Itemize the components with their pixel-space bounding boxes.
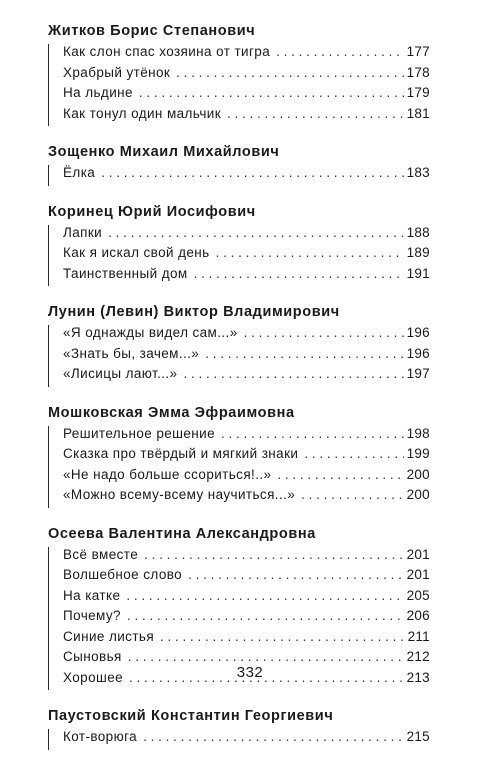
entry-page-number: 205 — [406, 587, 430, 603]
toc-entry — [63, 85, 430, 106]
entry-page-number: 177 — [406, 44, 430, 59]
toc-entry — [63, 426, 430, 447]
dot-leader — [176, 65, 403, 80]
entry-page-number: 211 — [407, 628, 430, 644]
entry-page-number: 196 — [406, 345, 430, 361]
entry-title: Как слон спас хозяина от тигра — [63, 44, 271, 59]
entry-page-number: 200 — [406, 466, 430, 482]
entry-title: «Не надо больше ссориться!..» — [63, 466, 272, 482]
dot-leader — [188, 567, 404, 582]
dot-leader — [301, 487, 403, 502]
dot-leader — [205, 346, 403, 361]
entry-page-number: 201 — [406, 567, 430, 582]
toc-entry — [63, 608, 430, 629]
dot-leader — [160, 629, 405, 644]
toc-entry — [63, 729, 430, 750]
entry-page-number: 206 — [406, 608, 430, 623]
toc-entry — [63, 487, 430, 508]
entry-list — [48, 325, 430, 387]
entry-list — [48, 44, 430, 126]
toc-entry — [63, 366, 430, 387]
entry-page-number: 199 — [406, 446, 430, 461]
entry-list — [48, 165, 430, 186]
entry-title: Волшебное слово — [63, 567, 183, 582]
entry-title: Почему? — [63, 608, 121, 623]
dot-leader — [144, 547, 403, 562]
author-section — [48, 303, 430, 387]
dot-leader — [101, 165, 403, 180]
entry-page-number: 212 — [406, 649, 430, 664]
dot-leader — [143, 729, 404, 744]
entry-title: Решительное решение — [63, 425, 215, 441]
toc-entry — [63, 106, 430, 127]
entry-title: На льдине — [63, 85, 133, 100]
author-name: Паустовский Константин Георгиевич — [48, 708, 334, 724]
author-section — [48, 707, 430, 750]
entry-page-number: 200 — [406, 487, 430, 502]
toc-entry — [63, 346, 430, 367]
dot-leader — [183, 366, 403, 381]
entry-page-number: 183 — [406, 165, 430, 180]
dot-leader — [108, 225, 403, 240]
page-number: 332 — [236, 664, 264, 681]
entry-title: Ёлка — [63, 165, 96, 180]
dot-leader — [227, 106, 404, 121]
author-section — [48, 203, 430, 287]
author-name: Осеева Валентина Александровна — [48, 525, 316, 542]
author-section — [48, 404, 430, 508]
dot-leader — [276, 44, 403, 59]
dot-leader — [139, 85, 404, 100]
toc-entry — [63, 65, 430, 86]
entry-title: Всё вместе — [63, 546, 139, 562]
entry-list — [48, 426, 430, 508]
toc-entry — [63, 266, 430, 287]
toc-entry — [63, 446, 430, 467]
toc-entry — [63, 467, 430, 488]
entry-list — [48, 225, 430, 287]
entry-page-number: 197 — [406, 366, 430, 381]
dot-leader — [304, 446, 403, 461]
toc-entry — [63, 629, 430, 650]
author-section — [48, 22, 430, 126]
entry-title: На катке — [63, 587, 121, 603]
toc-entry — [63, 225, 430, 246]
dot-leader — [194, 266, 404, 281]
entry-page-number: 201 — [406, 546, 430, 562]
toc-entry — [63, 165, 430, 186]
entry-page-number: 191 — [406, 265, 430, 281]
entry-page-number: 196 — [406, 325, 430, 340]
entry-title: Синие листья — [63, 628, 155, 644]
dot-leader — [126, 588, 403, 603]
entry-title: «Знать бы, зачем...» — [63, 345, 200, 361]
toc-entry — [63, 567, 430, 588]
entry-page-number: 188 — [406, 224, 430, 240]
entry-title: Хорошее — [63, 669, 124, 685]
author-name: Житков Борис Степанович — [48, 23, 256, 39]
dot-leader — [277, 467, 403, 482]
entry-title: Лапки — [63, 224, 103, 240]
dot-leader — [128, 649, 404, 664]
toc-entry — [63, 325, 430, 346]
entry-title: Как я искал свой день — [63, 245, 210, 260]
dot-leader — [216, 245, 404, 260]
entry-title: Сказка про твёрдый и мягкий знаки — [63, 446, 299, 461]
author-section — [48, 143, 430, 186]
author-name: Мошковская Эмма Эфраимовна — [48, 404, 295, 421]
entry-title: Сыновья — [63, 649, 122, 664]
toc-entry — [63, 547, 430, 568]
entry-title: Храбрый утёнок — [63, 64, 171, 80]
entry-page-number: 178 — [406, 64, 430, 80]
dot-leader — [244, 325, 404, 340]
entry-page-number: 189 — [406, 245, 430, 260]
entry-title: «Лисицы лают...» — [63, 366, 178, 381]
entry-title: Кот-ворюга — [63, 729, 138, 744]
toc-entry — [63, 44, 430, 65]
toc-entry — [63, 588, 430, 609]
dot-leader — [127, 608, 404, 623]
author-name: Зощенко Михаил Михайлович — [48, 144, 280, 160]
entry-title: Как тонул один мальчик — [63, 105, 222, 121]
table-of-contents — [48, 22, 430, 767]
entry-page-number: 181 — [406, 105, 430, 121]
entry-page-number: 213 — [406, 669, 430, 685]
entry-title: Таинственный дом — [63, 265, 188, 281]
entry-page-number: 215 — [406, 729, 430, 744]
entry-list — [48, 729, 430, 750]
toc-entry — [63, 245, 430, 266]
entry-page-number: 179 — [406, 85, 430, 100]
author-name: Коринец Юрий Иосифович — [48, 203, 256, 220]
entry-title: «Я однажды видел сам...» — [63, 325, 238, 340]
entry-page-number: 198 — [406, 425, 430, 441]
author-name: Лунин (Левин) Виктор Владимирович — [48, 304, 340, 320]
entry-title: «Можно всему-всему научиться...» — [63, 487, 296, 502]
dot-leader — [221, 426, 404, 441]
